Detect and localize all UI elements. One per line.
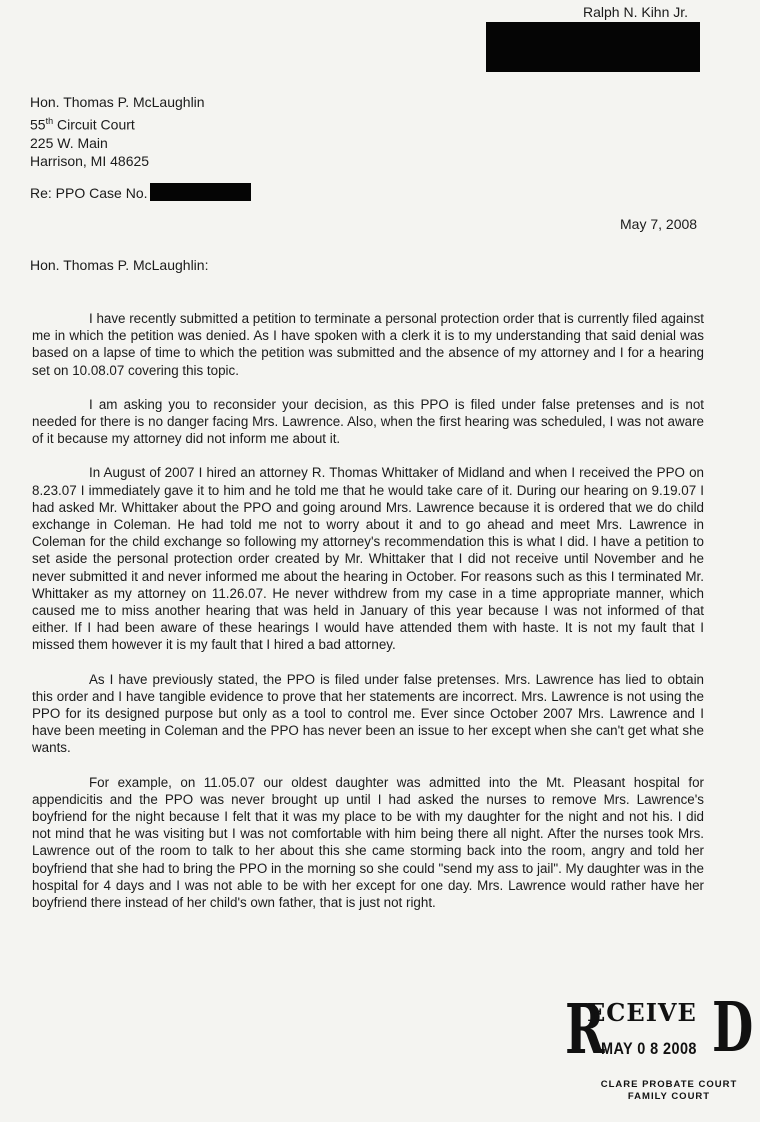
- salutation: Hon. Thomas P. McLaughlin:: [30, 257, 209, 273]
- recipient-court: [30, 112, 205, 134]
- stamp-final: D: [712, 988, 754, 1068]
- stamp-court: [589, 1079, 749, 1103]
- re-label: Re: PPO Case No.: [30, 185, 148, 201]
- re-line: [30, 183, 251, 201]
- received-stamp: [565, 988, 754, 1114]
- stamp-initial: R: [565, 990, 605, 1070]
- stamp-court-line: FAMILY COURT: [627, 1091, 711, 1102]
- redaction-bar: [486, 22, 700, 72]
- letter-date: May 7, 2008: [620, 216, 698, 232]
- court-number: 55: [30, 116, 46, 133]
- paragraph: As I have previously stated, the PPO is filed under false pretenses. Mrs. Lawrence has lied to obtain this order and I have tangible evidence to prove that her statements are incorrect. Mrs. Lawrence is not using the PPO for its designed purpose but only as a tool to control me. Ever since October 2007 Mrs. Lawrence and I have been meeting in Coleman and the PPO has never been an issue to her except when she can't get what she wants.: [32, 671, 704, 756]
- stamp-court-line: CLARE PROBATE COURT: [600, 1079, 738, 1090]
- recipient-name: Hon. Thomas P. McLaughlin: [30, 94, 205, 110]
- stamp-word: ECEIVE: [587, 998, 697, 1027]
- court-suffix: th: [45, 115, 54, 126]
- paragraph: In August of 2007 I hired an attorney R. Thomas Whittaker of Midland and when I received the PPO on 8.23.07 I immediately gave it to him and he told me that he would take care of it. During our hearing on 9.19.07 I had asked Mr. Whittaker about the PPO and going around Mrs. Lawrence because it is ordered that we do child exchange in Coleman. He had told me not to worry about it and to go ahead and meet Mrs. Lawrence in Coleman for the child exchange so following my attorney's recommendation this is what I did. I have a petition to set aside the personal protection order created by Mr. Whittaker that I did not receive until November and he never submitted it and never informed me about the hearing in October. For reasons such as this I terminated Mr. Whittaker as my attorney on 11.26.07. He never withdrew from my case in a time appropriate manner, which caused me to miss another hearing that was held in January of this year because I was not informed of that either. If I had been aware of these hearings I would have attended them with haste. It is not my fault that I missed them however it is my fault that I hired a bad attorney.: [32, 465, 704, 653]
- letter-body: [32, 310, 704, 928]
- paragraph: For example, on 11.05.07 our oldest daughter was admitted into the Mt. Pleasant hospital for appendicitis and the PPO was never brought up until I had asked the nurses to remove Mrs. Lawrence's boyfriend for the night because I felt that it was my place to be with my daughter for the night and not his. I did not mind that he was visiting but I was not comfortable with him being there all night. After the nurses took Mrs. Lawrence out of the room to talk to her about this she came storming back into the room, angry and told her boyfriend that she had to bring the PPO in the morning so she could "send my ass to jail". My daughter was in the hospital for 4 days and I was not able to be with her except for one day. Mrs. Lawrence would rather have her boyfriend there instead of her child's own father, that is just not right.: [32, 774, 704, 911]
- recipient-address: [30, 93, 205, 171]
- recipient-city: Harrison, MI 48625: [30, 153, 150, 170]
- stamp-date: MAY 0 8 2008: [601, 1039, 697, 1058]
- sender-name: Ralph N. Kihn Jr.: [583, 4, 689, 20]
- paragraph: I am asking you to reconsider your decision, as this PPO is filed under false pretenses and is not needed for there is no danger facing Mrs. Lawrence. Also, when the first hearing was scheduled, I was not aware of it because my attorney did not inform me about it.: [32, 396, 704, 447]
- paragraph: I have recently submitted a petition to terminate a personal protection order that is currently filed against me in which the petition was denied. As I have spoken with a clerk it is to my understanding that said denial was based on a lapse of time to which the petition was submitted and the absence of my attorney and I for a hearing set on 10.08.07 covering this topic.: [32, 311, 704, 378]
- court-name: Circuit Court: [53, 116, 135, 133]
- case-number-redaction: [150, 183, 251, 201]
- recipient-street: 225 W. Main: [30, 134, 108, 151]
